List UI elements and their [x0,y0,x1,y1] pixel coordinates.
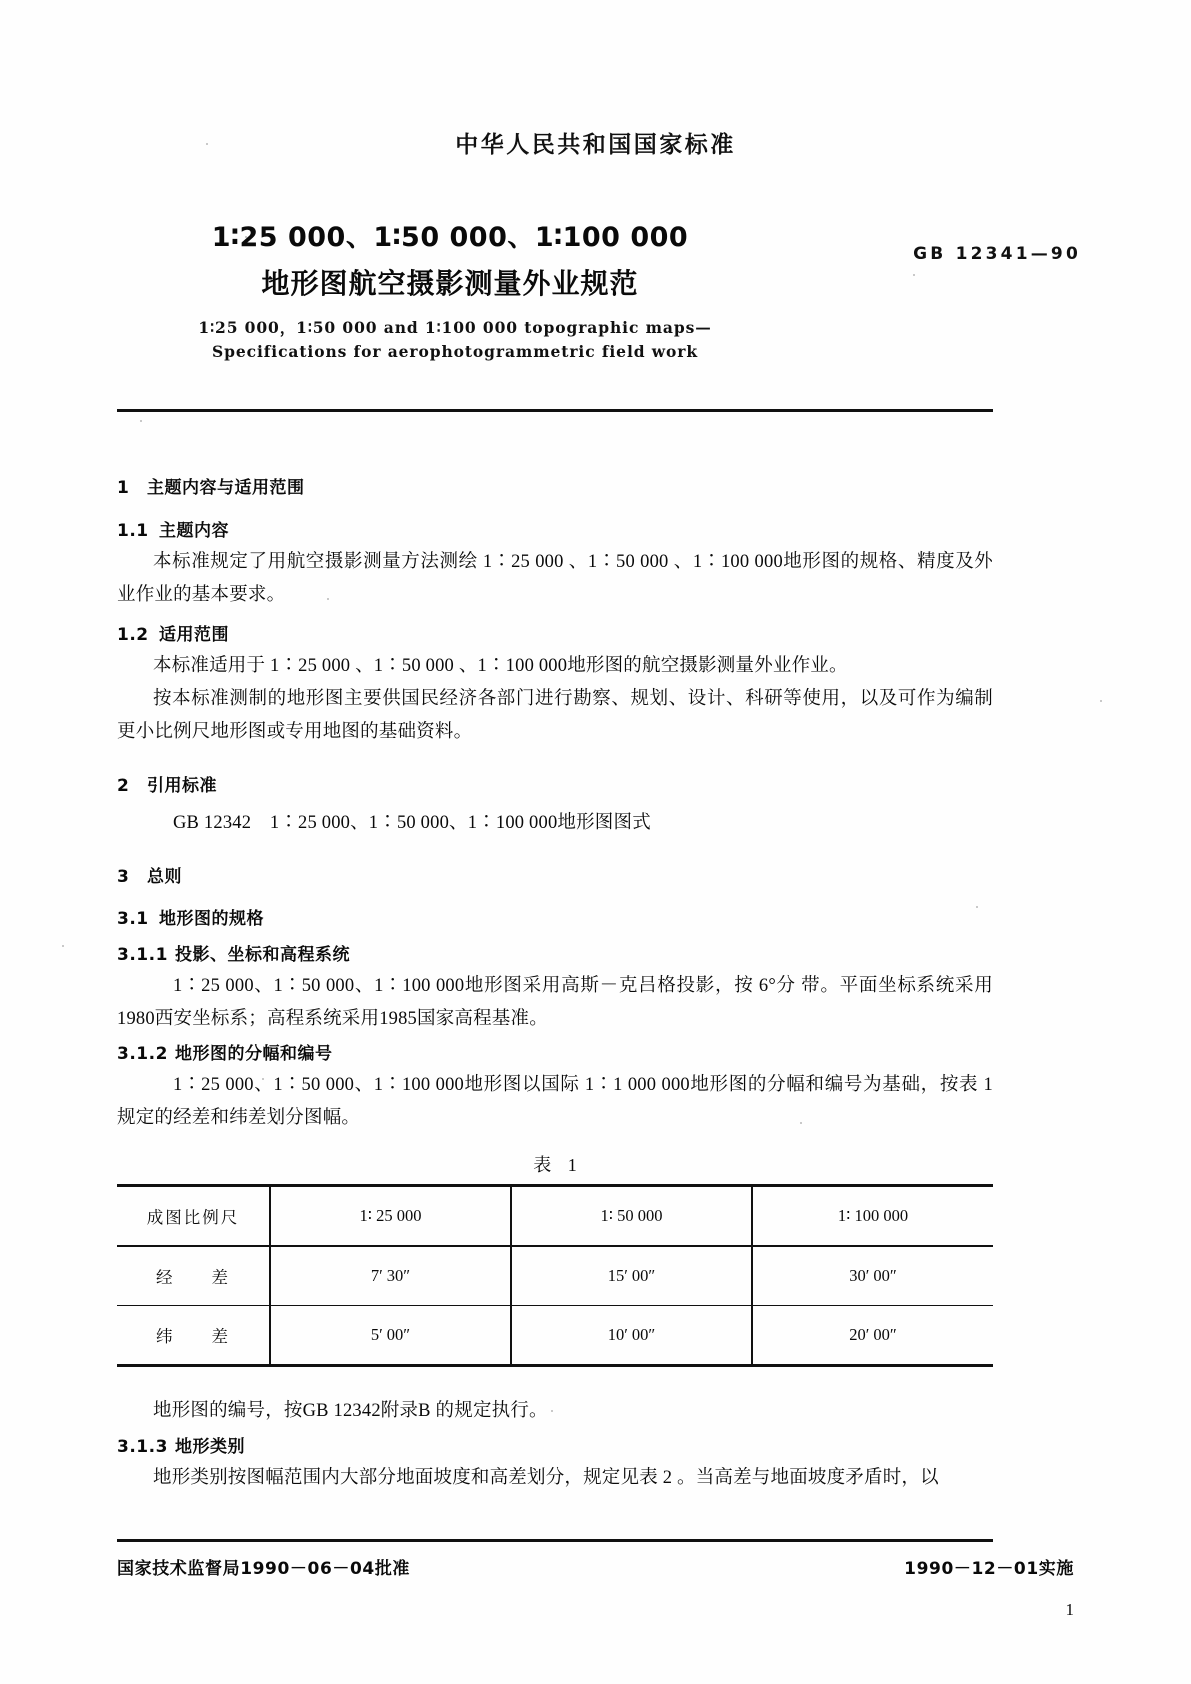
heading-3-1-2-label: 地形图的分幅和编号 [175,1044,333,1064]
cell-text: 成图比例尺 [146,1208,240,1227]
heading-3-1-label: 地形图的规格 [159,909,264,929]
heading-1-1 [117,516,993,541]
scan-speck [913,274,915,276]
title-scales-line: 1∶25 000、1∶50 000、1∶100 000 [211,222,689,253]
paragraph-3-1-2-2: 地形图的编号，按GB 12342附录B 的规定执行。 [153,1401,548,1421]
heading-3-1-2 [117,1039,993,1064]
heading-3-1-number: 3.1 [117,909,149,929]
heading-1-number: 1 [117,478,130,498]
table-cell [511,1246,752,1306]
table-cell [752,1186,993,1247]
heading-3-1-3-label: 地形类别 [175,1437,245,1457]
cell-text: 15′ 00″ [607,1266,656,1285]
heading-3-1-1 [117,940,993,965]
table-row-label [117,1246,270,1306]
scan-speck [1100,700,1102,702]
heading-1 [117,473,993,498]
table-row-label [117,1306,270,1366]
heading-1-1-number: 1.1 [117,521,149,541]
cell-text: 经 差 [156,1268,230,1287]
cell-text: 纬 差 [156,1327,230,1346]
heading-1-2-label: 适用范围 [159,625,229,645]
paragraph-1-2-2: 按本标准测制的地形图主要供国民经济各部门进行勘察、规划、设计、科研等使用，以及可作为编制更小比例尺地形图或专用地图的基础资料。 [117,689,993,742]
heading-2-number: 2 [117,776,130,796]
table-cell [270,1306,511,1366]
heading-3-1-1-label: 投影、坐标和高程系统 [175,945,350,965]
table-1 [117,1184,993,1367]
table-cell [270,1186,511,1247]
english-title [100,316,810,364]
scan-speck [140,420,142,422]
cell-text: 1∶ 50 000 [600,1206,663,1225]
paragraph-3-1-1-1: 1∶25 000、1∶50 000、1∶100 000地形图采用高斯－克吕格投影，按 6°分 带。平面坐标系统采用1980西安坐标系；高程系统采用1985国家高程基准。 [117,976,993,1029]
table-row-label [117,1186,270,1247]
heading-3-number: 3 [117,867,130,887]
paragraph-1-2-1: 本标准适用于 1∶25 000 、1∶50 000 、1∶100 000地形图的航空摄影测量外业作业。 [153,656,848,676]
national-standard-heading: 中华人民共和国国家标准 [455,132,736,158]
footer-approval: 国家技术监督局1990－06－04批准 [117,1559,411,1579]
standard-number: GB 12341—90 [913,244,1081,264]
table-row [117,1246,993,1306]
heading-3 [117,862,993,887]
table-1-caption: 表 1 [533,1155,583,1175]
cell-text: 1∶ 25 000 [359,1206,422,1225]
title-main-line: 地形图航空摄影测量外业规范 [261,267,639,300]
table-cell [511,1186,752,1247]
cell-text: 10′ 00″ [607,1325,656,1344]
paragraph-2-1: GB 12342 1∶25 000、1∶50 000、1∶100 000地形图图式 [173,813,651,833]
page-number: 1 [1065,1600,1074,1619]
heading-1-1-label: 主题内容 [159,521,229,541]
heading-1-2-number: 1.2 [117,625,149,645]
english-title-line-1: 1∶25 000，1∶50 000 and 1∶100 000 topographic maps— [198,318,712,337]
header-rule [117,409,993,412]
table-cell [752,1306,993,1366]
heading-3-label: 总则 [147,867,182,887]
cell-text: 20′ 00″ [849,1325,897,1344]
document-body [117,455,993,1495]
paragraph-3-1-2-1: 1∶25 000、1∶50 000、1∶100 000地形图以国际 1∶1 000 000地形图的分幅和编号为基础，按表 1 规定的经差和纬差划分图幅。 [117,1075,993,1128]
heading-3-1-3-number: 3.1.3 [117,1437,168,1457]
table-cell [511,1306,752,1366]
cell-text: 5′ 00″ [370,1325,411,1344]
heading-2 [117,771,993,796]
table-cell [752,1246,993,1306]
heading-1-label: 主题内容与适用范围 [147,478,305,498]
cell-text: 30′ 00″ [849,1266,897,1285]
english-title-line-2: Specifications for aerophotogrammetric field work [212,342,698,361]
footer-effective-date: 1990－12－01实施 [904,1559,1074,1579]
footer-rule [117,1539,993,1542]
heading-1-2 [117,620,993,645]
scan-speck [62,945,64,947]
heading-3-1-1-number: 3.1.1 [117,945,168,965]
table-cell [270,1246,511,1306]
table-row [117,1186,993,1247]
heading-3-1-3 [117,1432,993,1457]
paragraph-3-1-3-1: 地形类别按图幅范围内大部分地面坡度和高差划分，规定见表 2 。当高差与地面坡度矛盾时，以 [153,1468,939,1488]
table-row [117,1306,993,1366]
paragraph-1-1-1: 本标准规定了用航空摄影测量方法测绘 1∶25 000 、1∶50 000 、1∶100 000地形图的规格、精度及外业作业的基本要求。 [117,552,993,605]
cell-text: 7′ 30″ [370,1266,411,1285]
heading-3-1-2-number: 3.1.2 [117,1044,168,1064]
heading-3-1 [117,904,993,929]
document-title [100,215,800,302]
heading-2-label: 引用标准 [147,776,217,796]
cell-text: 1∶ 100 000 [837,1206,909,1225]
